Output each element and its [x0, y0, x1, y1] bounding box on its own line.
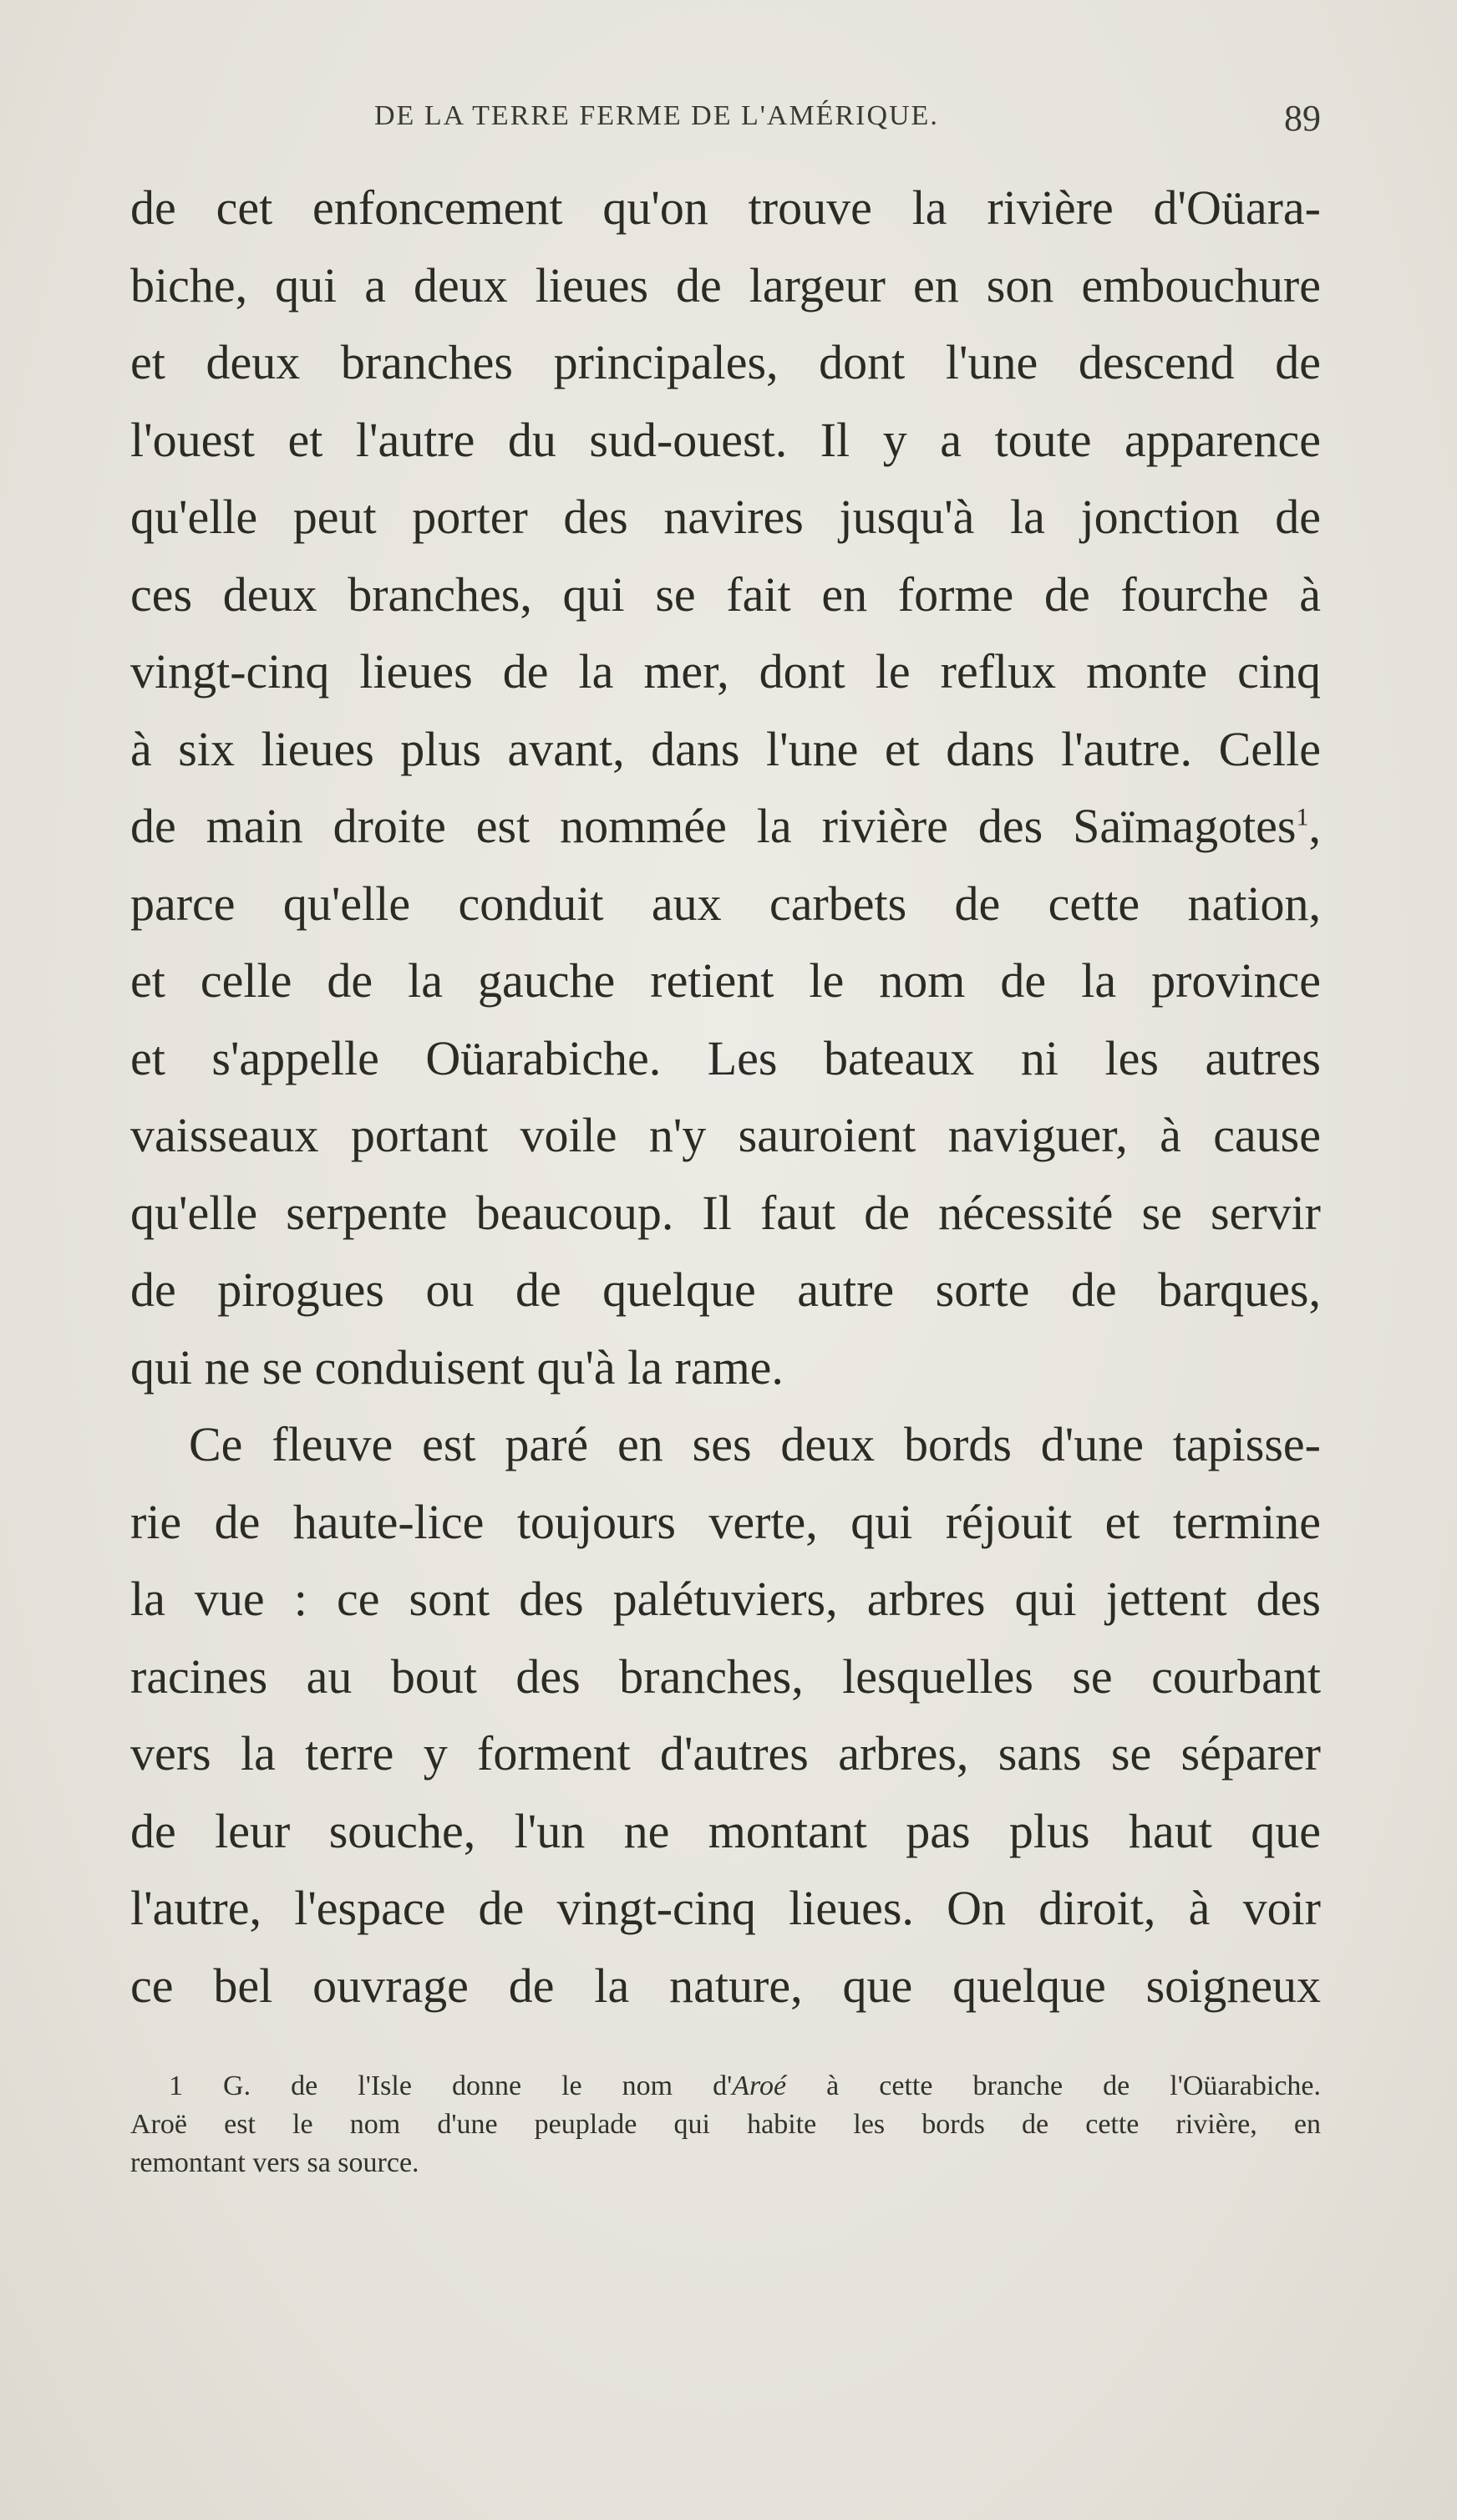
text-line: l'autre, l'espace de vingt-cinq lieues. On diroit, à voir — [130, 1881, 1321, 1935]
text-line: vaisseaux portant voile n'y sauroient naviguer, à cause — [130, 1108, 1321, 1162]
text-line: vingt-cinq lieues de la mer, dont le reflux monte cinq — [130, 644, 1321, 699]
text-line: à six lieues plus avant, dans l'une et dans l'autre. Celle — [130, 721, 1321, 776]
text-line: racines au bout des branches, lesquelles se courbant — [130, 1649, 1321, 1704]
footnote-line: Aroë est le nom d'une peuplade qui habite les bords de cette rivière, en — [130, 2109, 1321, 2140]
footnote-text: G. de l'Isle donne le nom d' — [223, 2070, 733, 2101]
text-line: biche, qui a deux lieues de largeur en son embouchure — [130, 257, 1321, 312]
text-line: ces deux branches, qui se fait en forme de fourche à — [130, 566, 1321, 622]
text-line: qu'elle serpente beaucoup. Il faut de nécessité se servir — [130, 1185, 1321, 1240]
footnote-text: à cette branche de l'Oüarabiche. — [786, 2070, 1322, 2101]
text-line: de pirogues ou de quelque autre sorte de barques, — [130, 1263, 1321, 1317]
running-head — [130, 97, 1321, 147]
body-text — [130, 170, 1321, 2025]
footnote-reference: 1 — [1296, 803, 1309, 831]
text-line: de cet enfoncement qu'on trouve la rivière d'Oüara- — [130, 180, 1321, 235]
paragraph-start-line: Ce fleuve est paré en ses deux bords d'une tapisse- — [189, 1417, 1321, 1471]
text-segment: , — [1308, 799, 1321, 853]
text-line: et s'appelle Oüarabiche. Les bateaux ni les autres — [130, 1030, 1321, 1085]
footnotes — [130, 2067, 1321, 2182]
running-head-title: DE LA TERRE FERME DE L'AMÉRIQUE. — [374, 100, 939, 131]
page-number: 89 — [1284, 98, 1321, 139]
footnote-line: remontant vers sa source. — [130, 2147, 419, 2178]
text-line: de leur souche, l'un ne montant pas plus haut que — [130, 1803, 1321, 1858]
text-line: ce bel ouvrage de la nature, que quelque soigneux — [130, 1958, 1321, 2013]
text-line: et deux branches principales, dont l'une descend de — [130, 335, 1321, 389]
paragraph-end-line: qui ne se conduisent qu'à la rame. — [130, 1339, 784, 1395]
text-line-with-note — [130, 788, 1321, 866]
text-line: rie de haute-lice toujours verte, qui réjouit et termine — [130, 1494, 1321, 1549]
footnote-line — [130, 2067, 1321, 2106]
footnote-marker: 1 — [169, 2070, 183, 2101]
footnote-italic-name: Aroé — [732, 2070, 787, 2101]
text-line: vers la terre y forment d'autres arbres, sans se séparer — [130, 1726, 1321, 1781]
text-line: et celle de la gauche retient le nom de la province — [130, 953, 1321, 1008]
text-line: qu'elle peut porter des navires jusqu'à la jonction de — [130, 490, 1321, 544]
text-segment: de main droite est nommée la rivière des Saïmagotes — [130, 799, 1297, 853]
text-line: la vue : ce sont des palétuviers, arbres qui jettent des — [130, 1572, 1321, 1626]
text-line: parce qu'elle conduit aux carbets de cette nation, — [130, 876, 1321, 931]
text-line: l'ouest et l'autre du sud-ouest. Il y a toute apparence — [130, 412, 1321, 467]
